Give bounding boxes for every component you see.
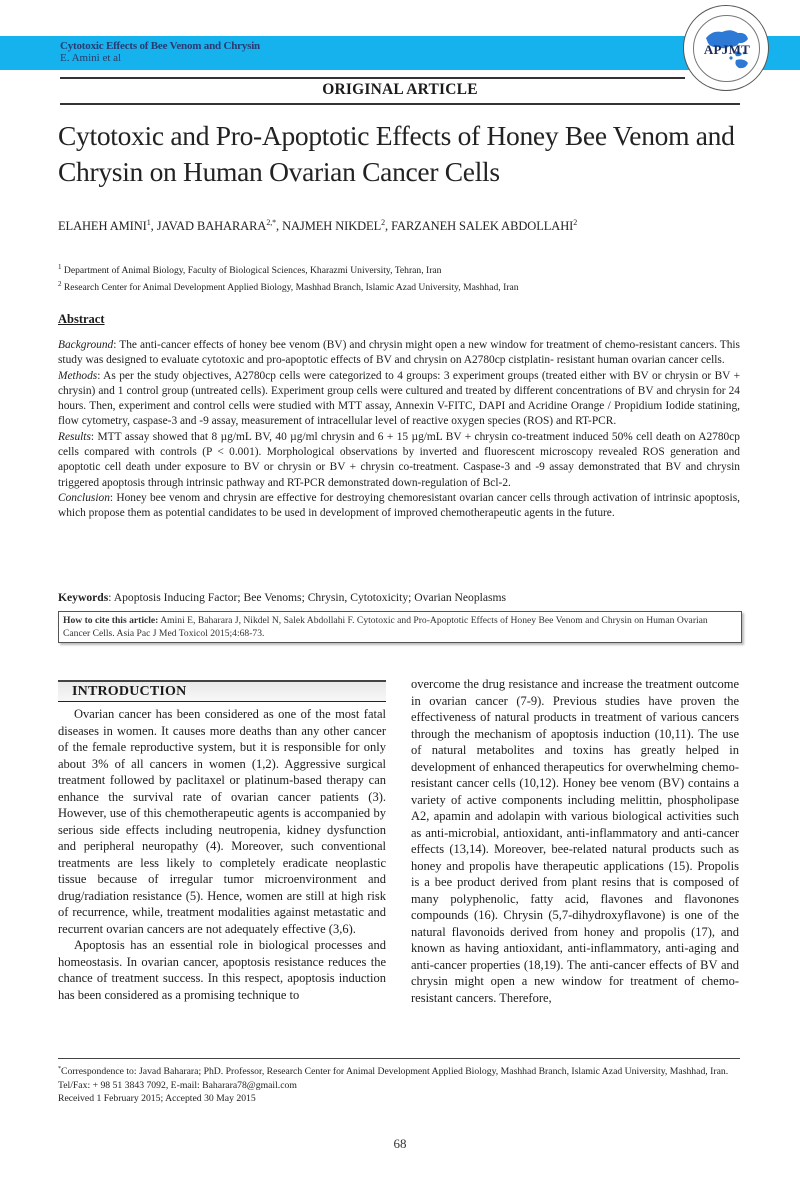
logo-acronym: APJMT (703, 42, 751, 57)
running-head (60, 40, 260, 64)
paragraph: Apoptosis has an essential role in biological processes and homeostasis. In ovarian cancer, apoptosis resistance reduces the chance of treatment success. In this respect, apoptosis induction has been considered as a promising technique to (58, 938, 386, 1002)
author-separator: , (150, 219, 157, 234)
abstract-results (58, 430, 740, 491)
author-name: JAVAD BAHARARA (156, 219, 267, 234)
section-label: Results (58, 430, 91, 443)
abstract-background (58, 338, 740, 369)
section-text: MTT assay showed that 8 µg/mL BV, 40 µg/ml chrysin and 6 + 15 µg/mL BV + chrysin co-treatment induced 50% cell death on A2780cp cells compared with controls (P < 0.001). Morphological observations by inverted and fluorescent microscopy revealed ROS generation and apoptotic cell death under exposure to BV or chrysin or BV + chrysin co-treatment. Caspase-3 and -9 assay demonstrated that BV and chrysin triggered apoptosis through intrinsic pathway and RT-PCR demonstrated down-regulation of Bcl-2. (58, 430, 740, 489)
author-affil-sup: 2 (381, 218, 386, 227)
section-sep: : (113, 339, 120, 351)
column-right (411, 676, 739, 1006)
contact-info: Tel/Fax: + 98 51 3843 7092, E-mail: Baharara78@gmail.com (58, 1079, 297, 1091)
section-text: The anti-cancer effects of honey bee venom (BV) and chrysin might open a new window for treatment of chemo-resistant cancers. This study was designed to evaluate cytotoxic and pro-apoptotic effects of BV and chrysin on A2780cp cistplatin- resistant human ovarian cancer cells. (58, 339, 740, 367)
citation-box (58, 611, 742, 643)
abstract-body (58, 338, 740, 522)
title-line-2: Chrysin on Human Ovarian Cancer Cells (58, 156, 500, 187)
citation-label: How to cite this article: (63, 615, 159, 626)
footnote-rule (58, 1058, 740, 1059)
affiliation-text: Department of Animal Biology, Faculty of Biological Sciences, Kharazmi University, Tehran, Iran (61, 265, 442, 277)
section-label: Conclusion (58, 491, 110, 504)
keywords (58, 591, 506, 604)
article-type: ORIGINAL ARTICLE (322, 81, 478, 98)
keywords-label: Keywords (58, 591, 109, 604)
page-number: 68 (393, 1136, 407, 1151)
author-name: NAJMEH NIKDEL (282, 219, 382, 234)
running-author: E. Amini et al (60, 52, 122, 64)
author-affil-sup: 2,* (266, 218, 277, 227)
author-affil-sup: 1 (146, 218, 151, 227)
paragraph: overcome the drug resistance and increase the treatment outcome in ovarian cancer (7-9). Previous studies have proven the effectiveness of natural products in treatment of various cancers through the mechanism of apoptosis induction (10,11). The use of natural metabolites and toxins has greatly helped in development of enhanced therapeutics for overwhelming chemo-resistant cancer cells (10,12). Honey bee venom (BV) contains a variety of active components including melittin, phospholipase A2, apamin and adolapin with various biological activities such as anti-microbial, antioxidant, anti-inflammatory and anti-cancer effects (13,14). Moreover, bee-related natural products such as honey and propolis have therapeutic applications (15). Propolis is a bee product derived from plant resins that is composed of many polyphenolic, fatty acid, flavones and flavonones compounds (16). Chrysin (5,7-dihydroxyflavone) is one of the natural flavonoids derived from honey and propolis (17), and known as having antioxidant, anti-inflammatory, anti-aging and anti-cancer properties (18,19). The anti-cancer effects of BV and chrysin might open a new window for treatment of chemo-resistant cancers. Therefore, (411, 677, 739, 1005)
running-title: Cytotoxic Effects of Bee Venom and Chrysin (60, 40, 260, 52)
author-separator: , (276, 219, 283, 234)
keywords-text: : Apoptosis Inducing Factor; Bee Venoms; Chrysin, Cytotoxicity; Ovarian Neoplasms (108, 591, 507, 604)
column-left (58, 706, 386, 1003)
abstract-methods (58, 369, 740, 430)
section-sep: : (109, 491, 117, 504)
section-sep: : (90, 430, 98, 443)
affiliation-sup: 1 (58, 263, 62, 271)
abstract-heading: Abstract (58, 312, 105, 326)
title-line-1: Cytotoxic and Pro-Apoptotic Effects of Honey Bee Venom and (58, 120, 735, 151)
author-name: ELAHEH AMINI (58, 219, 147, 234)
footnote (58, 1063, 748, 1106)
header-rule-top (60, 77, 685, 79)
section-text: Honey bee venom and chrysin are effective for destroying chemoresistant ovarian cancer cells through activation of intrinsic apoptosis, which propose them as potential candidates to be used in development of improved chemotherapeutic agents in the future. (58, 491, 741, 520)
affiliation-item (58, 261, 519, 278)
section-text: As per the study objectives, A2780cp cells were categorized to 4 groups: 3 experiment groups (treated either with BV or chrysin or BV + chrysin) and 1 control group (untreated cells). Experiment group cells were cultured and treated by different concentrations of BV and chrysin for 24 hours. Then, experiment and control cells were studied with MTT assay, Annexin V-FITC, DAPI and Acridine Orange / Propidium Iodide statining, flow cytometry, caspase-3 and -9 assay, measurement of intracellular level of reactive oxygen species (ROS) and RT-PCR. (58, 369, 740, 428)
citation-text: Amini E, Baharara J, Nikdel N, Salek Abdollahi F. Cytotoxic and Pro-Apoptotic Effects of Honey Bee Venom and Chrysin on Human Ovarian Cancer Cells. Asia Pac J Med Toxicol 2015;4:68-73. (63, 615, 708, 639)
affiliations (58, 261, 519, 294)
correspondence-text: Correspondence to: Javad Baharara; PhD. Professor, Research Center for Animal Development Applied Biology, Mashhad Branch, Islamic Azad University, Mashhad, Iran. (61, 1066, 729, 1078)
journal-logo (683, 5, 769, 91)
author-list (58, 218, 577, 234)
section-label: Methods (58, 369, 98, 382)
introduction-heading-text: INTRODUCTION (72, 684, 187, 699)
correspondence (58, 1063, 748, 1079)
abstract-conclusion (58, 491, 740, 522)
author-name: FARZANEH SALEK ABDOLLAHI (391, 219, 574, 234)
footnote-marker: * (58, 1066, 61, 1072)
affiliation-item (58, 278, 519, 295)
introduction-heading (58, 680, 386, 702)
affiliation-sup: 2 (58, 279, 62, 288)
received-dates: Received 1 February 2015; Accepted 30 May 2015 (58, 1093, 256, 1105)
affiliation-text: Research Center for Animal Development Applied Biology, Mashhad Branch, Islamic Azad University, Mashhad, Iran (61, 281, 519, 293)
header-rule-bottom (60, 103, 740, 105)
author-separator: , (385, 219, 392, 234)
article-title (58, 118, 778, 190)
section-label: Background (58, 339, 114, 351)
section-sep: : (97, 369, 104, 382)
author-affil-sup: 2 (573, 218, 578, 227)
paragraph: Ovarian cancer has been considered as one of the most fatal diseases in women. It causes more deaths than any other cancer of the female reproductive system, but it is responsible for only about 3% of all cancers in women (1,2). Aggressive surgical treatment followed by paclitaxel or platinum-based therapy can enhance the survival rate of ovarian cancer patients (3). However, use of this chemotherapeutic agents is accompanied by serious side effects including neutropenia, kidney dysfunction and peripheral neuropathy (4). Moreover, such conventional treatments are less likely to completely eradicate neoplastic tissue because of irregular tumor microenvironment and drug/radiation resistance (5). Hence, women are still at high risk of recurrence, while, treatment modalities against metastatic and recurrent ovarian cancers are not adequately effective (3,6). (58, 707, 386, 936)
